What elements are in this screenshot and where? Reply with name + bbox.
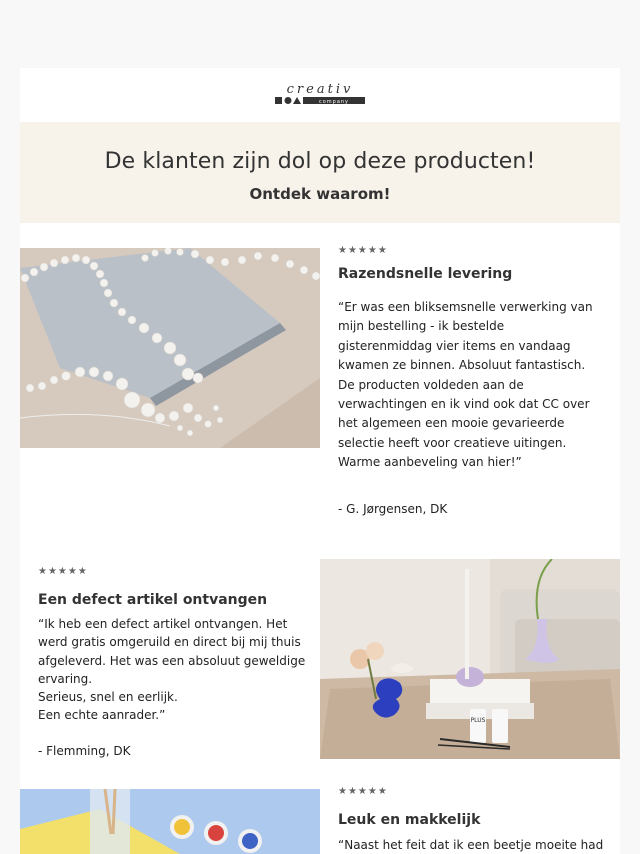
review-author: - Flemming, DK [38,744,131,758]
pearl-necklace-photo[interactable] [20,248,320,448]
review-title: Razendsnelle levering [338,266,513,282]
creativ-logo[interactable] [274,82,366,108]
paint-tube-label: PLUS [470,717,486,724]
living-room-vases-photo[interactable] [320,559,620,759]
rating-stars: ★★★★★ [38,566,88,577]
rating-stars: ★★★★★ [338,786,388,797]
quote-line: Serieus, snel en eerlijk. [38,690,178,705]
review-title: Leuk en makkelijk [338,812,481,828]
quote-line: Een echte aanrader.” [38,708,166,723]
craft-supplies-photo[interactable] [20,789,320,854]
hero-banner [20,122,620,223]
logo-sub: company [318,99,350,105]
rating-stars: ★★★★★ [338,245,388,256]
review-quote: “Er was een bliksemsnelle verwerking van mijn bestelling - ik bestelde gisterenmiddag vier items en vandaag kwamen ze binnen. Absoluut fantastisch. De producten voldeden aan de verwachtingen en ik vind ook dat CC over het algemeen een mooie gevarieerde selectie heeft voor creatieve uitingen. Warme aanbeveling van hier!” [338,300,593,470]
header [20,68,620,122]
hero-title: De klanten zijn dol op deze producten! [104,149,536,174]
hero-subtitle: Ontdek waarom! [249,185,391,203]
logo-word: creativ [286,82,354,97]
review-title: Een defect artikel ontvangen [38,592,268,608]
quote-line: “Ik heb een defect artikel ontvangen. Het werd gratis omgeruild en direct bij mij thuis afgeleverd. Het was een absoluut geweldige ervaring. [38,617,306,686]
newsletter-card [20,68,620,854]
review-quote [38,615,308,725]
review-author: - G. Jørgensen, DK [338,502,448,516]
review-quote: “Naast het feit dat ik een beetje moeite had [338,838,604,852]
